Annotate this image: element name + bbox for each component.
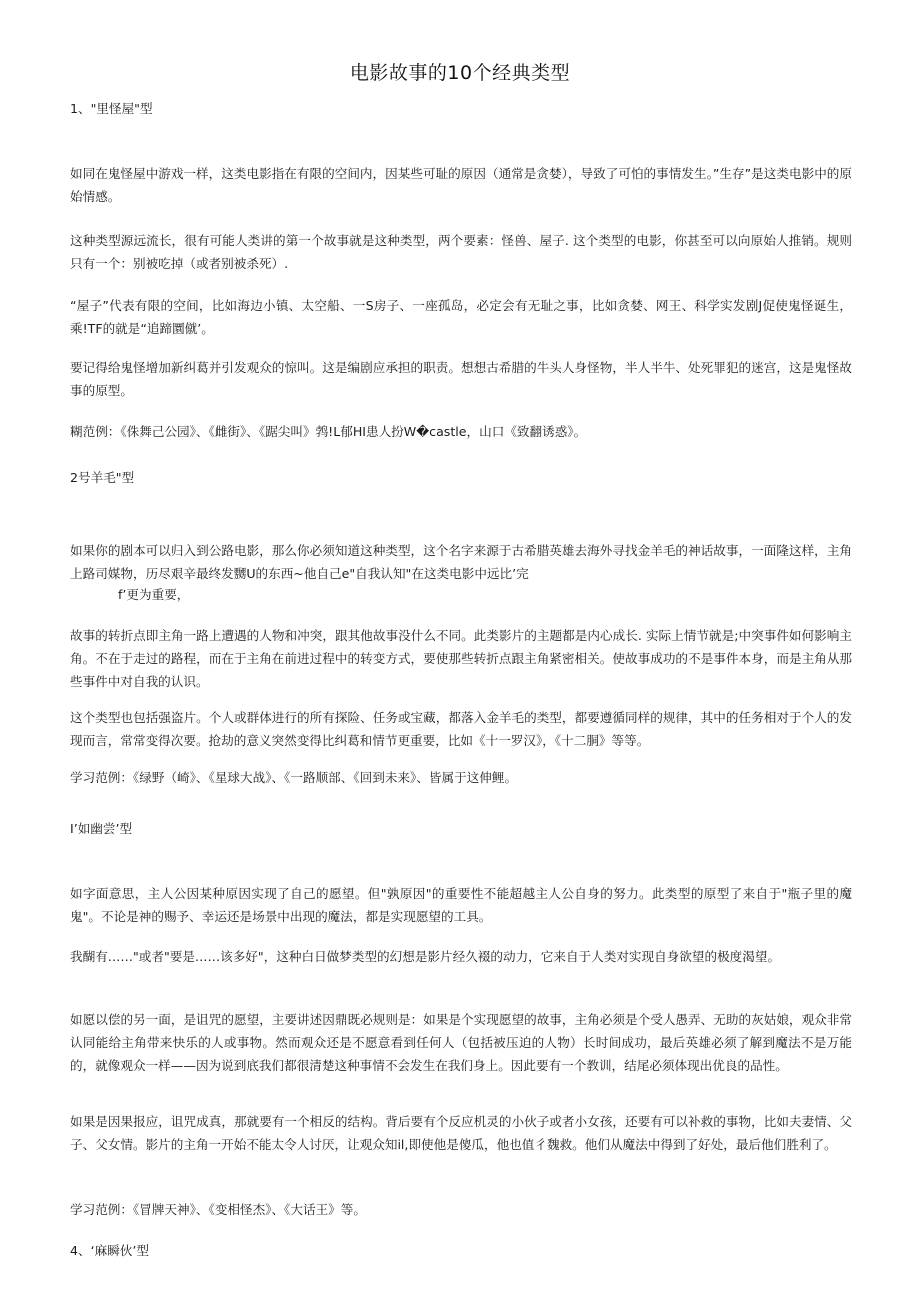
section-3-paragraph-4: 如果是因果报应，诅咒成真，那就要有一个相反的结构。背后要有个反应机灵的小伙子或者小女孩，还要有可以补救的事物，比如夫妻情、父子、父女情。影片的主角一开始不能太令人讨厌，让观众知il,即使他是傻瓜，他也值彳魏救。他们从魔法中得到了好处，最后他们胜利了。: [70, 1114, 852, 1152]
section-1-paragraph-3: “屋子”代表有限的空间，比如海边小镇、太空船、一S房子、一座孤岛，必定会有无耻之事，比如贪婪、网王、科学实发剧J促使鬼怪诞生，乘!TF的就是“追蹄圜僦’。: [70, 298, 852, 336]
section-1-heading: 1、"里怪屋"型: [70, 101, 153, 116]
section-3-paragraph-3: 如愿以偿的另一面，是诅咒的愿望，主要讲述因鼎既必规则是：如果是个实现愿望的故事，主角必须是个受人愚弄、无助的灰姑娘，观众非常认同能给主角带来快乐的人或事物。然而观众还是不愿意看到任何人（包括被压迫的人物）长时间成功，最后英雄必须了解到魔法不是万能的，就像观众一样——因为说到底我们都很清楚这种事情不会发生在我们身上。因此要有一个教训，结尾必须体现出优良的品性。: [70, 1012, 852, 1073]
section-3-heading: I’如幽尝’型: [70, 821, 133, 836]
section-2-heading: 2号羊毛"型: [70, 470, 135, 485]
section-1-paragraph-1: 如同在鬼怪屋中游戏一样，这类电影指在有限的空间内，因某些可耻的原因（通常是贪婪），导致了可怕的事情发生。”生存”是这类电影中的原始情感。: [70, 166, 852, 204]
section-4-heading: 4、‘麻瞬伙’型: [70, 1243, 149, 1258]
section-1-paragraph-2: 这种类型源远流长，很有可能人类讲的第一个故事就是这种类型，两个要素：怪兽、屋子. 这个类型的电影，你甚至可以向原始人推销。规则只有一个：别被吃掉（或者别被杀死）.: [70, 233, 852, 271]
section-3-paragraph-2: 我醐有……"或者"要是……该多好"，这种白日做梦类型的幻想是影片经久裰的动力，它来自于人类对实现自身欲望的极度渴望。: [70, 949, 781, 964]
section-3-paragraph-1: 如字面意思，主人公因某种原因实现了自己的愿望。但"孰原因"的重要性不能超越主人公自身的努力。此类型的原型了来自于"瓶子里的魔鬼"。不论是神的赐予、幸运还是场景中出现的魔法，都是实现愿望的工具。: [70, 886, 852, 924]
section-2-paragraph-1: 如果你的剧本可以归入到公路电影，那么你必须知道这种类型，这个名字来源于古希腊英雄去海外寻找金羊毛的神话故事，一面隆这样，主角上路司媒物，历尽艰辛最终发嬲U的东西~他自己e"自我认知"在这类电影中远比’完: [70, 543, 852, 581]
section-1-paragraph-4: 要记得给鬼怪增加新纠葛并引发观众的惊叫。这是编剧应承担的职责。想想古希腊的牛头人身怪物，半人半牛、处死罪犯的迷宫，这是鬼怪故事的原型。: [70, 360, 852, 398]
page-title: 电影故事的10个经典类型: [349, 62, 571, 84]
section-3-examples: 学习范例：《冒牌天神》、《变相怪杰》、《大话王》等。: [70, 1202, 366, 1217]
section-2-paragraph-2: 故事的转折点即主角一路上遭遇的人物和冲突，跟其他故事没什么不同。此类影片的主题都是内心成长. 实际上情节就是;中突事件如何影响主角。不在于走过的路程，而在于主角在前进过程中的转变方式，要使那些转折点跟主角紧密相关。使故事成功的不是事件本身，而是主角从那些事件中对自我的认识。: [70, 628, 852, 689]
section-2-examples: 学习范例：《绿野（崎》、《星球大战》、《一路顺部、《回到未来》、皆属于这伸鲤。: [70, 770, 518, 785]
section-2-paragraph-1-continued: f’更为重要，: [118, 587, 190, 602]
section-2-paragraph-3: 这个类型也包括强盗片。个人或群体进行的所有探险、任务或宝藏，都落入金羊毛的类型，都要遵循同样的规律，其中的任务相对于个人的发现而言，常常变得次要。抢劫的意义突然变得比纠葛和情节更重要，比如《十一罗汉》，《十二胴》等等。: [70, 710, 852, 748]
section-1-examples: 糊范例：《侏舞己公园》、《雌街》、《踞尖叫》鹁!L郁HI患人扮W�castle，山口《致翻诱惑》。: [70, 424, 587, 439]
